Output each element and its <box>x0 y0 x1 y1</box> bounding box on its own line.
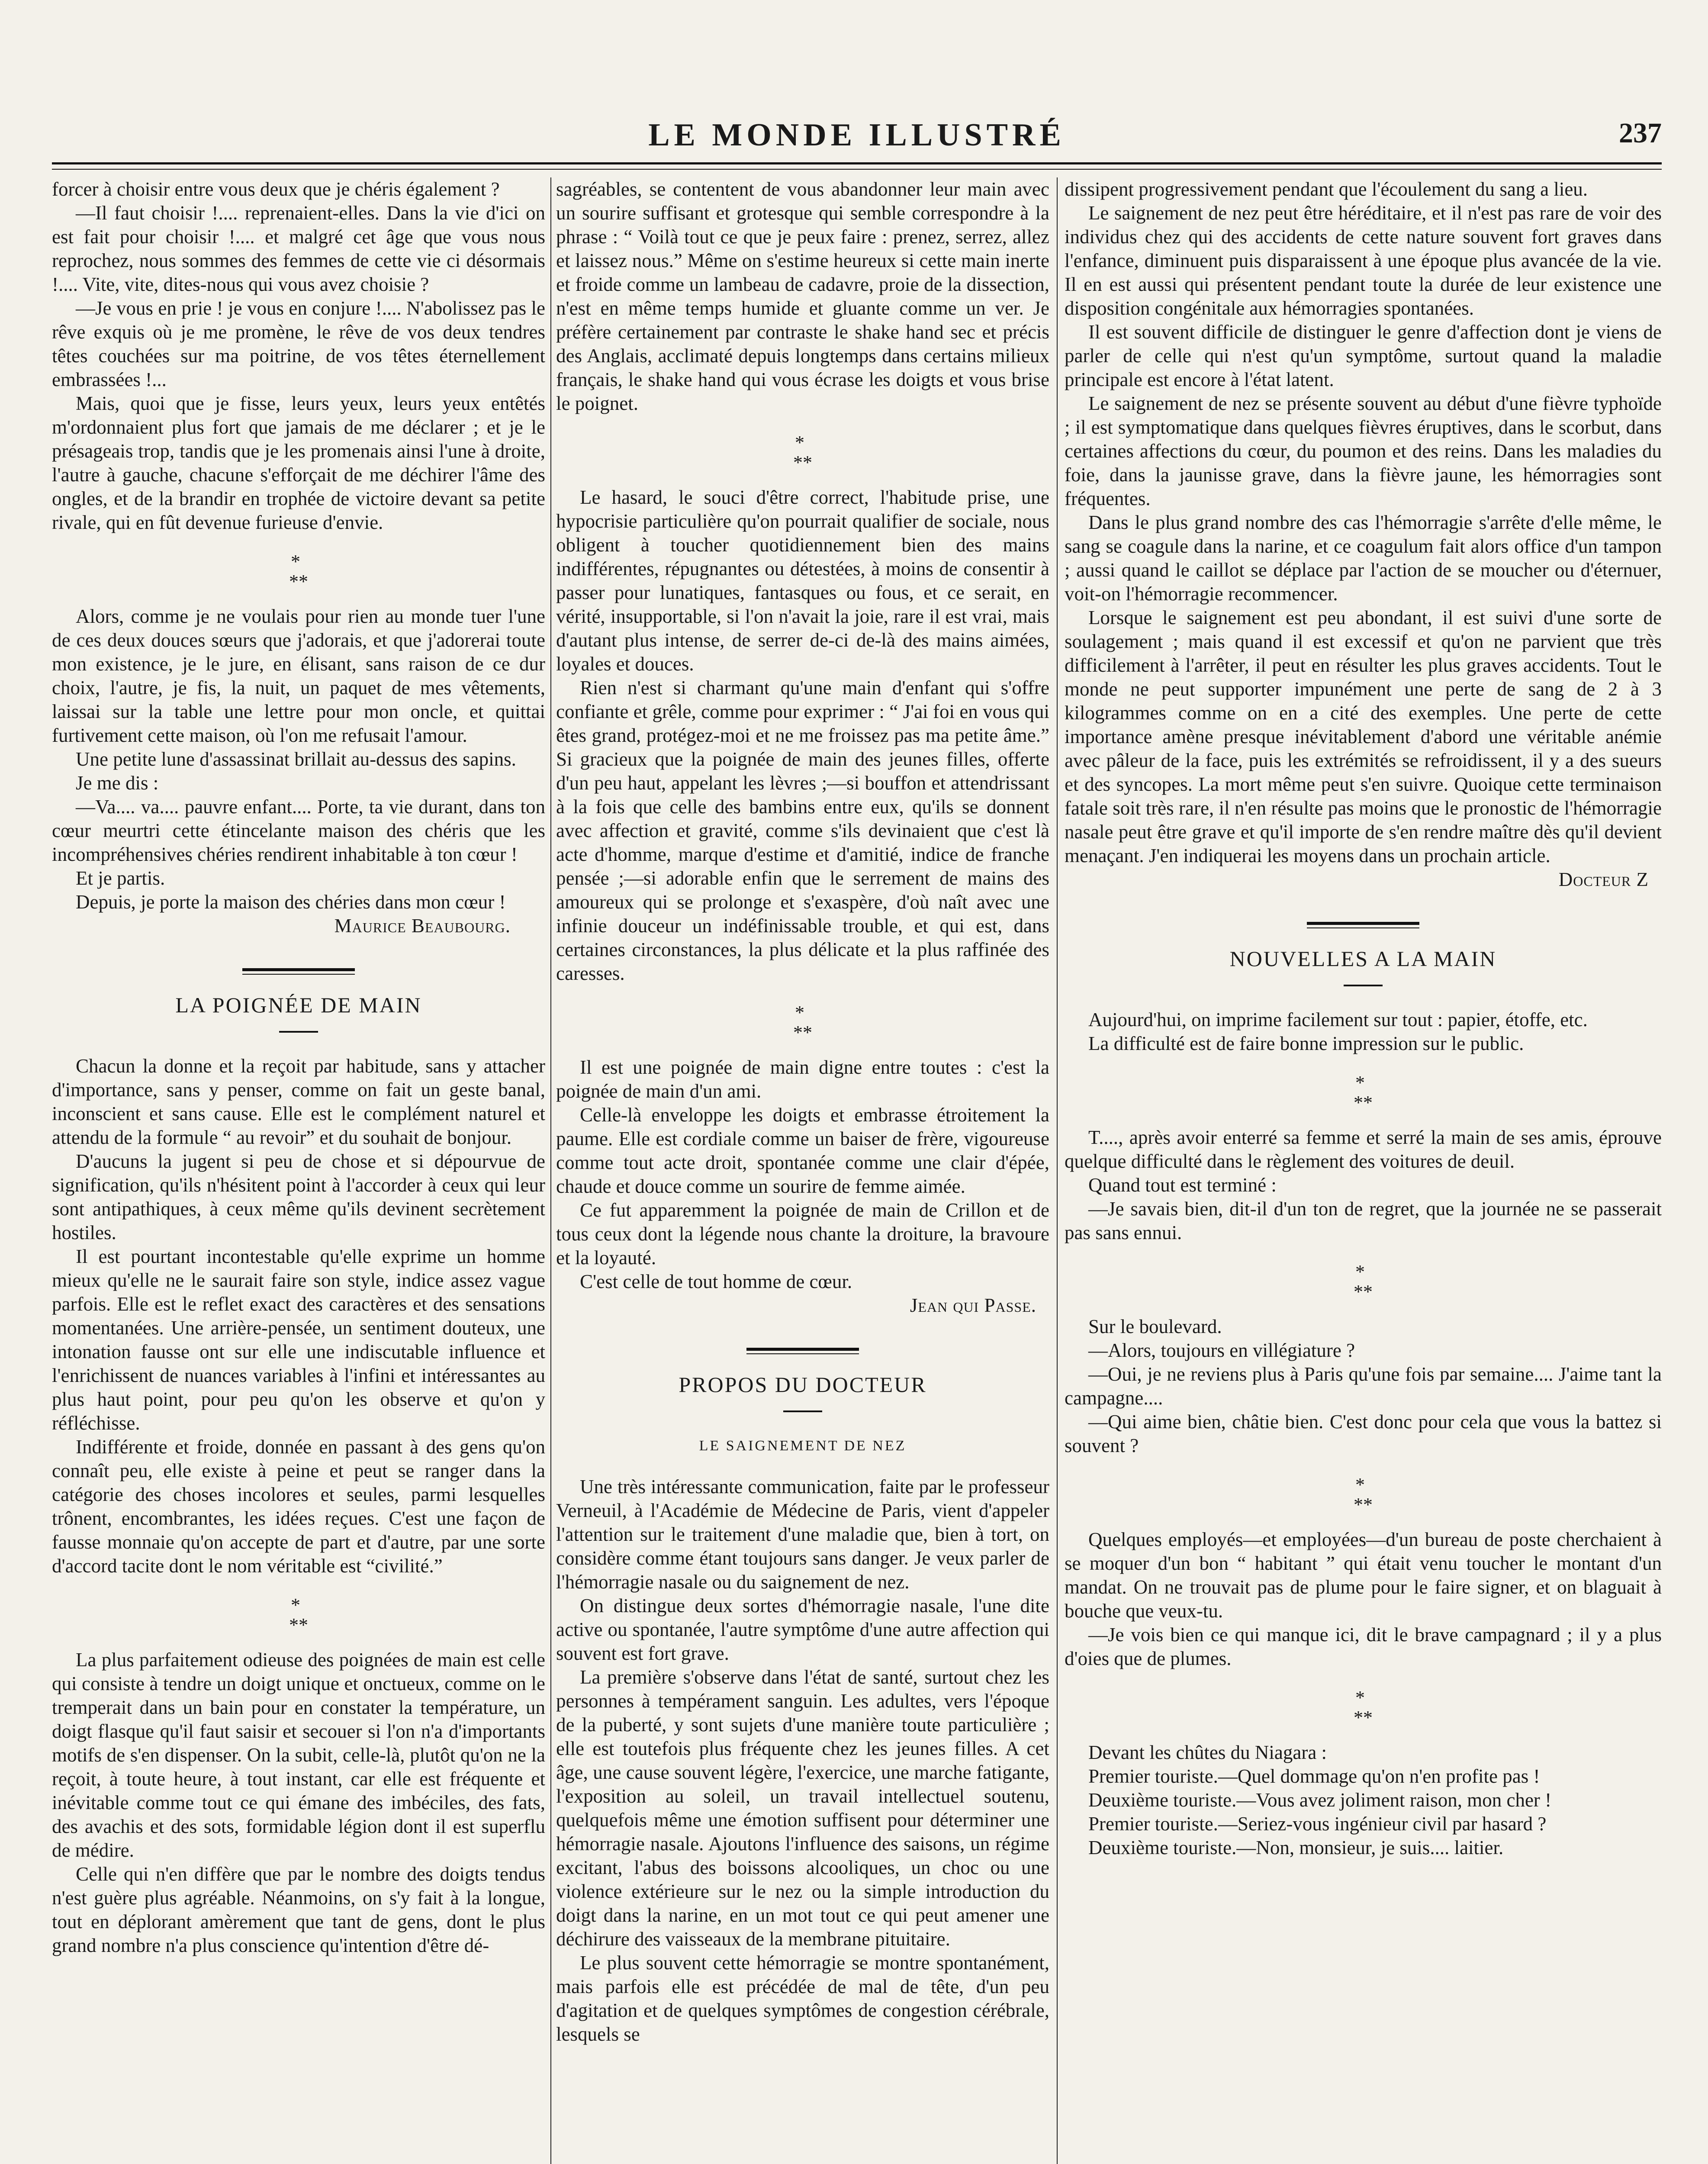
section-ornament: * ** <box>793 1002 812 1043</box>
paragraph: Depuis, je porte la maison des chéries dans mon cœur ! <box>76 891 506 913</box>
page-number: 237 <box>1619 117 1662 149</box>
paragraph: Alors, comme je ne voulais pour rien au monde tuer l'une de ces deux douces sœurs que j'adorais, et que j'adorerai toute mon existence, je le jure, en élisant, sans raison de ce dur choix, l'autre, je fis, la nuit, un paquet de mes vêtements, laissai sur la table une lettre pour mon oncle, et quittai furtivement cette maison, où l'on me refusait l'amour. <box>52 605 545 746</box>
paragraph: —Il faut choisir !.... reprenaient-elles. Dans la vie d'ici on est fait pour choisir !.... et malgré cet âge que vous nous reprochez, nous sommes des femmes de cette vie ci désormais !.... Vite, vite, dites-nous qui vous avez choisie ? <box>52 202 545 295</box>
paragraph: Le saignement de nez peut être héréditaire, et il n'est pas rare de voir des individus chez qui des accidents de cette nature souvent fort graves dans l'enfance, diminuent puis disparaissent à une époque plus avancée de la vie. Il en est aussi qui présentent pendant toute la durée de leur existence une disposition congénitale aux hémorragies spontanées. <box>1065 202 1662 319</box>
paragraph: dissipent progressivement pendant que l'écoulement du sang a lieu. <box>1065 178 1588 200</box>
paragraph: Deuxième touriste.—Non, monsieur, je suis.... laitier. <box>1088 1837 1504 1858</box>
paragraph: Ce fut apparemment la poignée de main de Crillon et de tous ceux dont la légende nous chante la droiture, la bravoure et la loyauté. <box>556 1199 1049 1269</box>
paragraph: D'aucuns la jugent si peu de chose et si dépourvue de signification, qu'ils n'hésitent point à l'accorder à ceux qui leur sont antipathiques, à ceux même qu'ils devinent secrètement hostiles. <box>52 1150 545 1243</box>
author-signature: Jean qui Passe. <box>910 1295 1036 1316</box>
paragraph: —Alors, toujours en villégiature ? <box>1088 1340 1355 1361</box>
section-subtitle: LE SAIGNEMENT DE NEZ <box>699 1438 907 1454</box>
section-ornament: * ** <box>793 432 812 473</box>
paragraph: —Je vous en prie ! je vous en conjure !.... N'abolissez pas le rêve exquis où je me promène, le rêve de vos deux tendres têtes couchées sur ma poitrine, de vos têtes éternellement embrassées !... <box>52 297 545 390</box>
section-heading <box>556 1348 1049 1412</box>
paragraph: Le hasard, le souci d'être correct, l'habitude prise, une hypocrisie particulière qu'on pourrait qualifier de sociale, nous obligent à toucher quotidiennement bien des mains indifférentes, répugnantes ou détestées, à moins de consentir à passer pour lunatiques, fantasques ou fous, et ce serait, en vérité, insupportable, si l'on n'avait la joie, rare il est vrai, mais d'autant plus intense, de serrer de-ci de-là des mains aimées, loyales et douces. <box>556 486 1049 675</box>
paragraph: Celle-là enveloppe les doigts et embrasse étroitement la paume. Elle est cordiale comme un baiser de frère, vigoureuse comme tout acte droit, spontanée comme une clair d'épée, chaude et douce comme un sourire de femme aimée. <box>556 1104 1049 1197</box>
paragraph: Lorsque le saignement est peu abondant, il est suivi d'une sorte de soulagement ; mais quand il est excessif et qu'on ne parvient que très difficilement à l'arrêter, il peut en résulter les plus graves accidents. Tout le monde ne peut supporter impunément une perte de sang de 2 à 3 kilogrammes comme on en a cité des exemples. Une perte de cette importance amène presque inévitablement d'abord une véritable anémie avec pâleur de la face, puis les extrémités se refroidissent, il y a des sueurs et des syncopes. La mort même peut s'en suivre. Quoique cette terminaison fatale soit très rare, il n'en résulte pas moins que le pronostic de l'hémorragie nasale peut être grave et qu'il importe de s'en rendre maître dès qu'il devient menaçant. J'en indiquerai les moyens dans un prochain article. <box>1065 607 1662 866</box>
paragraph: Il est souvent difficile de distinguer le genre d'affection dont je viens de parler de celle qui n'est qu'un symptôme, surtout quand la maladie principale est encore à l'état latent. <box>1065 321 1662 390</box>
section-ornament: * ** <box>289 1594 308 1636</box>
paragraph: Sur le boulevard. <box>1088 1316 1222 1337</box>
paragraph: Rien n'est si charmant qu'une main d'enfant qui s'offre confiante et grêle, comme pour exprimer : “ J'ai foi en vous qui êtes grand, protégez-moi et ne me froissez pas ma petite âme.” Si gracieux que la poignée de main des jeunes filles, offerte d'un peu haut, appelant les lèvres ;—si bouffon et attendrissant à la fois que celle des bambins entre eux, qu'ils se donnent avec affection et gravité, comme s'ils devinaient que c'est là acte d'homme, marque d'estime et d'amitié, indice de franche pensée ;—si adorable enfin que le serrement de mains des amoureux qui se prolonge et s'exaspère, d'où naît avec une infinie douceur un indéfinissable trouble, et qui est, dans certaines circonstances, la plus délicate et la plus raffinée des caresses. <box>556 677 1049 984</box>
paragraph: La difficulté est de faire bonne impression sur le public. <box>1088 1033 1524 1054</box>
newspaper-title: LE MONDE ILLUSTRÉ <box>648 117 1065 153</box>
paragraph: La première s'observe dans l'état de santé, surtout chez les personnes à tempérament sanguin. Les adultes, vers l'époque de la puberté, y sont sujets d'une manière toute particulière ; elle est toutefois plus fréquente chez les jeunes filles. A cet âge, une cause souvent légère, l'exercice, une marche fatigante, l'exposition au soleil, un travail intellectuel soutenu, quelquefois même une émotion suffisent pour déterminer une hémorragie nasale. Ajoutons l'influence des saisons, un régime excitant, l'abus des boissons alcooliques, un choc ou une violence extérieure sur le nez ou la simple introduction du doigt dans la narine, en un mot tout ce qui peut amener une déchirure des vaisseaux de la membrane pituitaire. <box>556 1666 1049 1950</box>
paragraph: forcer à choisir entre vous deux que je chéris également ? <box>52 178 500 200</box>
paragraph: Devant les chûtes du Niagara : <box>1088 1742 1327 1763</box>
paragraph: Aujourd'hui, on imprime facilement sur tout : papier, étoffe, etc. <box>1088 1009 1588 1030</box>
paragraph: Celle qui n'en diffère que par le nombre des doigts tendus n'est guère plus agréable. Néanmoins, on s'y fait à la longue, tout en déplorant amèrement que tant de gens, dont le plus grand nombre n'a plus conscience qu'intention d'être dé- <box>52 1863 545 1956</box>
header-rule <box>52 162 1662 164</box>
paragraph: C'est celle de tout homme de cœur. <box>580 1271 852 1292</box>
paragraph: Quand tout est terminé : <box>1088 1174 1277 1196</box>
paragraph: La plus parfaitement odieuse des poignées de main est celle qui consiste à tendre un doigt unique et onctueux, comme on le tremperait dans un bain pour en constater la température, un doigt flasque qu'il faut saisir et secouer si l'on n'a d'importants motifs de s'en dispenser. On la subit, celle-là, plutôt qu'on ne la reçoit, à toute heure, à tout instant, car elle est fréquente et inévitable comme tout ce qui émane des imbéciles, des fats, des avachis et des sots, formidable légion dont il est superflu de médire. <box>52 1649 545 1861</box>
paragraph: Le plus souvent cette hémorragie se montre spontanément, mais parfois elle est précédée de mal de tête, d'un peu d'agitation et de quelques symptômes de congestion cérébrale, lesquels se <box>556 1952 1049 2045</box>
paragraph: Et je partis. <box>76 867 165 889</box>
column-3 <box>1065 177 1662 1860</box>
paragraph: —Qui aime bien, châtie bien. C'est donc pour cela que vous la battez si souvent ? <box>1065 1411 1662 1456</box>
section-ornament: * ** <box>1354 1687 1373 1728</box>
author-signature: Maurice Beaubourg. <box>334 915 511 937</box>
column-1 <box>52 177 545 1958</box>
page-header <box>52 117 1662 156</box>
paragraph: Il est une poignée de main digne entre toutes : c'est la poignée de main d'un ami. <box>556 1056 1049 1102</box>
section-heading <box>1065 922 1662 986</box>
paragraph: T...., après avoir enterré sa femme et serré la main de ses amis, éprouve quelque difficulté dans le règlement des voitures de deuil. <box>1065 1127 1662 1172</box>
section-ornament: * ** <box>1354 1474 1373 1515</box>
column-separator <box>550 177 551 2164</box>
paragraph: —Va.... va.... pauvre enfant.... Porte, ta vie durant, dans ton cœur meurtri cette étincelante maison des chéris que les incompréhensives chéries rendirent inhabitable à ton cœur ! <box>52 796 545 865</box>
paragraph: Premier touriste.—Quel dommage qu'on n'en profite pas ! <box>1088 1765 1540 1787</box>
column-separator <box>1057 177 1058 2164</box>
section-ornament: * ** <box>1354 1072 1373 1113</box>
paragraph: Je me dis : <box>76 772 159 794</box>
paragraph: Il est pourtant incontestable qu'elle exprime un homme mieux qu'elle ne le saurait faire son style, indice assez vague parfois. Elle est le reflet exact des caractères et des sensations momentanées. Une arrière-pensée, un sentiment douteux, une intonation fausse ont sur elle une indiscutable influence et l'enrichissent de nuances variables à l'infini et intéressantes au plus haut point, pour peu qu'on les observe et qu'on y réfléchisse. <box>52 1246 545 1434</box>
paragraph: —Je vois bien ce qui manque ici, dit le brave campagnard ; il y a plus d'oies que de plumes. <box>1065 1624 1662 1669</box>
section-title: NOUVELLES A LA MAIN <box>1229 947 1497 971</box>
paragraph: Quelques employés—et employées—d'un bureau de poste cherchaient à se moquer d'un bon “ habitant ” qui était venu toucher le montant d'un mandat. On ne trouvait pas de plume pour le faire signer, et on blaguait à bouche que veux-tu. <box>1065 1529 1662 1622</box>
paragraph: —Je savais bien, dit-il d'un ton de regret, que la journée ne se passerait pas sans ennui. <box>1065 1198 1662 1243</box>
paragraph: Dans le plus grand nombre des cas l'hémorragie s'arrête d'elle même, le sang se coagule dans la narine, et ce coagulum fait alors office d'un tampon ; aussi quand le caillot se déplace par l'action de se moucher ou d'éternuer, voit-on l'hémorragie recommencer. <box>1065 512 1662 605</box>
paragraph: —Oui, je ne reviens plus à Paris qu'une fois par semaine.... J'aime tant la campagne.... <box>1065 1363 1662 1409</box>
section-ornament: * ** <box>289 551 308 592</box>
paragraph: Indifférente et froide, donnée en passant à des gens qu'on connaît peu, elle existe à peine et peut se ranger dans la catégorie des choses incolores et seules, parmi lesquelles trônent, encombrantes, les idées reçues. C'est une façon de fausse monnaie qu'on accepte de part et d'autre, par une sorte d'accord tacite dont le nom véritable est “civilité.” <box>52 1436 545 1577</box>
section-title: LA POIGNÉE DE MAIN <box>175 993 422 1017</box>
paragraph: Premier touriste.—Seriez-vous ingénieur civil par hasard ? <box>1088 1813 1547 1835</box>
paragraph: Une très intéressante communication, faite par le professeur Verneuil, à l'Académie de Médecine de Paris, vient d'appeler l'attention sur le traitement d'une maladie que, bien à tort, on considère comme étant toujours sans danger. Je veux parler de l'hémorragie nasale ou du saignement de nez. <box>556 1476 1049 1593</box>
paragraph: Deuxième touriste.—Vous avez joliment raison, mon cher ! <box>1088 1789 1552 1811</box>
paragraph: On distingue deux sortes d'hémorragie nasale, l'une dite active ou spontanée, l'autre symptôme d'une autre affection qui souvent est fort grave. <box>556 1595 1049 1664</box>
section-ornament: * ** <box>1354 1261 1373 1302</box>
header-rule-thin <box>52 169 1662 170</box>
paragraph: Mais, quoi que je fisse, leurs yeux, leurs yeux entêtés m'ordonnaient plus fort que jamais de me déclarer ; et je le présageais trop, tandis que je les promenais ainsi l'une à droite, l'autre à gauche, chacune s'efforçait de me déchirer l'âme des ongles, et de la brandir en trophée de victoire devant sa petite rivale, qui en fût devenue furieuse d'envie. <box>52 393 545 533</box>
paragraph: sagréables, se contentent de vous abandonner leur main avec un sourire suffisant et grotesque qui semble correspondre à la phrase : “ Voilà tout ce que je peux faire : prenez, serrez, allez et laissez nous.” Même on s'estime heureux si cette main inerte et froide comme un lambeau de cadavre, proie de la dissection, n'est en même temps humide et gluante comme un ver. Je préfère certainement par contraste le shake hand sec et précis des Anglais, acclimaté depuis longtemps dans certains milieux français, le shake hand qui vous écrase les doigts et vous brise le poignet. <box>556 178 1049 414</box>
section-heading <box>52 968 545 1033</box>
author-signature: Docteur Z <box>1558 869 1649 890</box>
column-2 <box>556 177 1049 2046</box>
paragraph: Chacun la donne et la reçoit par habitude, sans y attacher d'importance, sans y penser, comme on fait un geste banal, inconscient et sans cause. Elle est le complément naturel et attendu de la formule “ au revoir” et du souhait de bonjour. <box>52 1055 545 1148</box>
paragraph: Le saignement de nez se présente souvent au début d'une fièvre typhoïde ; il est symptomatique dans quelques fièvres éruptives, dans le scorbut, dans certaines affections du cœur, du poumon et des reins. Dans les maladies du foie, dans la jaunisse grave, dans la fièvre jaune, les hémorragies sont fréquentes. <box>1065 393 1662 509</box>
paragraph: Une petite lune d'assassinat brillait au-dessus des sapins. <box>76 748 516 770</box>
section-title: PROPOS DU DOCTEUR <box>679 1372 927 1397</box>
